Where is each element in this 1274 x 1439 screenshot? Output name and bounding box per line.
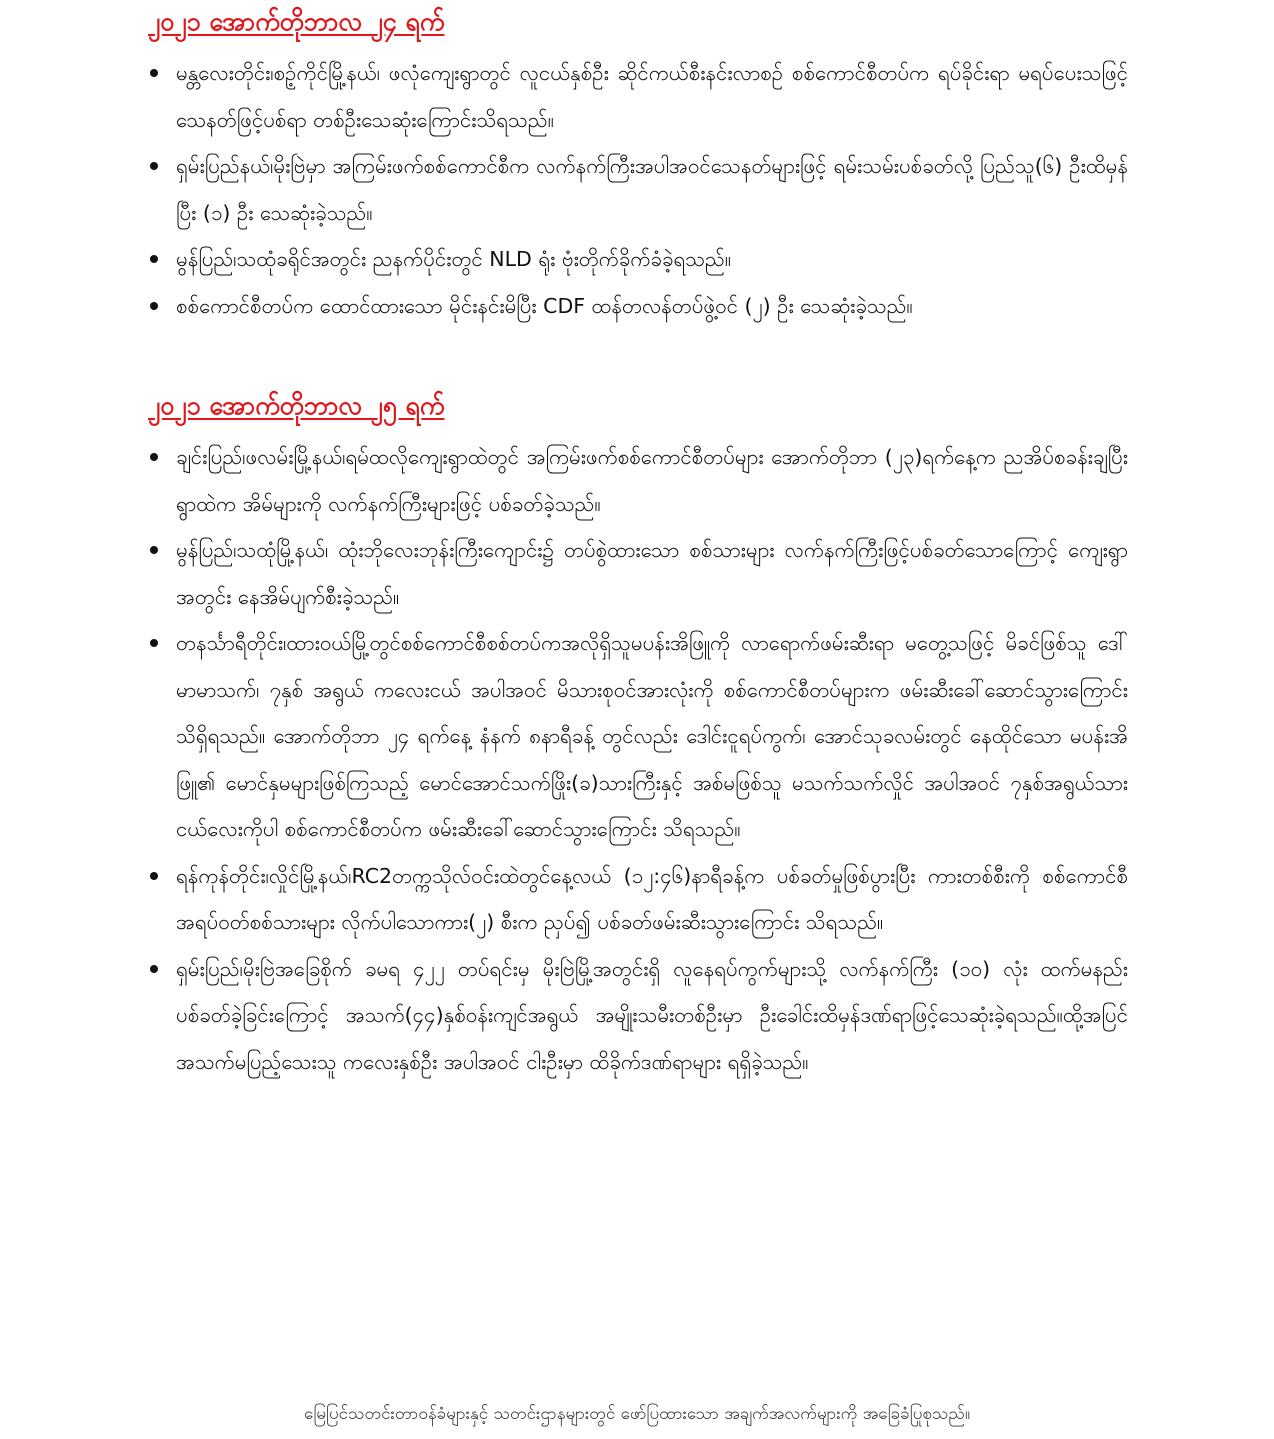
footer-source-note: မြေပြင်သတင်းတာဝန်ခံများနှင့် သတင်းဌာနများတွင် ဖော်ပြထားသော အချက်အလက်များကို အခြေခံပြုစုသည်။ (304, 1404, 970, 1424)
bullet-item (148, 946, 1128, 1086)
bullet-text: တနင်္သာရီတိုင်း၊ထားဝယ်မြို့တွင်စစ်ကောင်စီစစ်တပ်ကအလိုရှိသူမပန်းအိဖြူကို လာရောက်ဖမ်းဆီးရာ မတွေ့သဖြင့် မိခင်ဖြစ်သူ ဒေါ်မာမာသက်၊ ၇နှစ် အရွယ် ကလေးငယ် အပါအဝင် မိသားစုဝင်အားလုံးကို စစ်ကောင်စီတပ်များက ဖမ်းဆီးခေါ်ဆောင်သွားကြောင်း သိရှိရသည်။ အောက်တိုဘာ ၂၄ ရက်နေ့ နံနက် ၈နာရီခန့် တွင်လည်း ဒေါင်းငူရပ်ကွက်၊ အောင်သုခလမ်းတွင် နေထိုင်သော မပန်းအိဖြူ၏ မောင်နှမများဖြစ်ကြသည့် မောင်အောင်သက်ဖြိုး(ခ)သားကြီးနှင့် အစ်မဖြစ်သူ မသက်သက်လှိုင် အပါအဝင် ၇နှစ်အရွယ်သားငယ်လေးကိုပါ စစ်ကောင်စီတပ်က ဖမ်းဆီးခေါ်ဆောင်သွားကြောင်း သိရသည်။ (176, 631, 1128, 841)
bullet-icon (150, 546, 158, 554)
bullet-item (148, 50, 1128, 143)
bullet-icon (150, 965, 158, 973)
bullet-icon (150, 639, 158, 647)
bullet-item (148, 527, 1128, 620)
bullet-item (148, 853, 1128, 946)
bullet-list (148, 50, 1128, 329)
section-heading: ၂၀၂၁ အောက်တိုဘာလ ၂၄ ရက် (148, 7, 445, 36)
bullet-text: မွန်ပြည်၊သထုံမြို့နယ်၊ ထုံးဘိုလေးဘုန်းကြီးကျောင်း၌ တပ်စွဲထားသော စစ်သားများ လက်နက်ကြီးဖြင့်ပစ်ခတ်သောကြောင့် ကျေးရွာအတွင်း နေအိမ်ပျက်စီးခဲ့သည်။ (176, 538, 1128, 609)
bullet-list (148, 434, 1128, 1085)
bullet-icon (150, 162, 158, 170)
bullet-item (148, 143, 1128, 236)
bullet-icon (150, 302, 158, 310)
section-heading: ၂၀၂၁ အောက်တိုဘာလ ၂၅ ရက် (148, 391, 445, 420)
bullet-text: ရန်ကုန်တိုင်း၊လှိုင်မြို့နယ်၊RC2တက္ကသိုလ်ဝင်းထဲတွင်နေ့လယ် (၁၂:၄၆)နာရီခန့်က ပစ်ခတ်မှုဖြစ်ပွားပြီး ကားတစ်စီးကို စစ်ကောင်စီအရပ်ဝတ်စစ်သားများ လိုက်ပါသောကား(၂) စီးက ညှပ်၍ ပစ်ခတ်ဖမ်းဆီးသွားကြောင်း သိရသည်။ (176, 863, 1128, 934)
bullet-text: ရှမ်းပြည်နယ်၊မိုးဗြဲမှာ အကြမ်းဖက်စစ်ကောင်စီက လက်နက်ကြီးအပါအဝင်သေနတ်များဖြင့် ရမ်းသမ်းပစ်ခတ်လို့ ပြည်သူ(၆) ဦးထိမှန်ပြီး (၁) ဦး သေဆုံးခဲ့သည်။ (176, 154, 1128, 225)
bullet-icon (150, 69, 158, 77)
bullet-item (148, 236, 1128, 283)
bullet-item (148, 434, 1128, 527)
bullet-icon (150, 872, 158, 880)
section-oct-24 (148, 4, 1128, 329)
section-oct-25 (148, 388, 1128, 1085)
bullet-icon (150, 453, 158, 461)
bullet-item (148, 620, 1128, 853)
bullet-text: စစ်ကောင်စီတပ်က ထောင်ထားသော မိုင်းနင်းမိပြီး CDF ထန်တလန်တပ်ဖွဲ့ဝင် (၂) ဦး သေဆုံးခဲ့သည်။ (176, 293, 913, 318)
bullet-icon (150, 255, 158, 263)
bullet-text: ရှမ်းပြည်၊မိုးဗြဲအခြေစိုက် ခမရ ၄၂၂ တပ်ရင်းမှ မိုးဗြဲမြို့အတွင်းရှိ လူနေရပ်ကွက်များသို့ လက်နက်ကြီး (၁၀) လုံး ထက်မနည်း ပစ်ခတ်ခဲ့ခြင်းကြောင့် အသက်(၄၄)နှစ်ဝန်းကျင်အရွယ် အမျိုးသမီးတစ်ဦးမှာ ဦးခေါင်းထိမှန်ဒဏ်ရာဖြင့်သေဆုံးခဲ့ရသည်။ထို့အပြင် အသက်မပြည့်သေးသူ ကလေးနှစ်ဦး အပါအဝင် ငါးဦးမှာ ထိခိုက်ဒဏ်ရာများ ရရှိခဲ့သည်။ (176, 956, 1128, 1074)
bullet-text: မွန်ပြည်၊သထုံခရိုင်အတွင်း ညနက်ပိုင်းတွင် NLD ရုံး ဗုံးတိုက်ခိုက်ခံခဲ့ရသည်။ (176, 247, 732, 271)
bullet-text: မန္တလေးတိုင်း၊စဉ့်ကိုင်မြို့နယ်၊ ဖလုံကျေးရွာတွင် လူငယ်နှစ်ဦး ဆိုင်ကယ်စီးနင်းလာစဉ် စစ်ကောင်စီတပ်က ရပ်ခိုင်းရာ မရပ်ပေးသဖြင့် သေနတ်ဖြင့်ပစ်ရာ တစ်ဦးသေဆုံးကြောင်းသိရသည်။ (176, 61, 1128, 132)
bullet-text: ချင်းပြည်၊ဖလမ်းမြို့နယ်၊ရမ်ထလိုကျေးရွာထဲတွင် အကြမ်းဖက်စစ်ကောင်စီတပ်များ အောက်တိုဘာ (၂၃)ရက်နေ့က ညအိပ်စခန်းချပြီး ရွာထဲက အိမ်များကို လက်နက်ကြီးများဖြင့် ပစ်ခတ်ခဲ့သည်။ (176, 445, 1128, 516)
bullet-item (148, 283, 1128, 330)
